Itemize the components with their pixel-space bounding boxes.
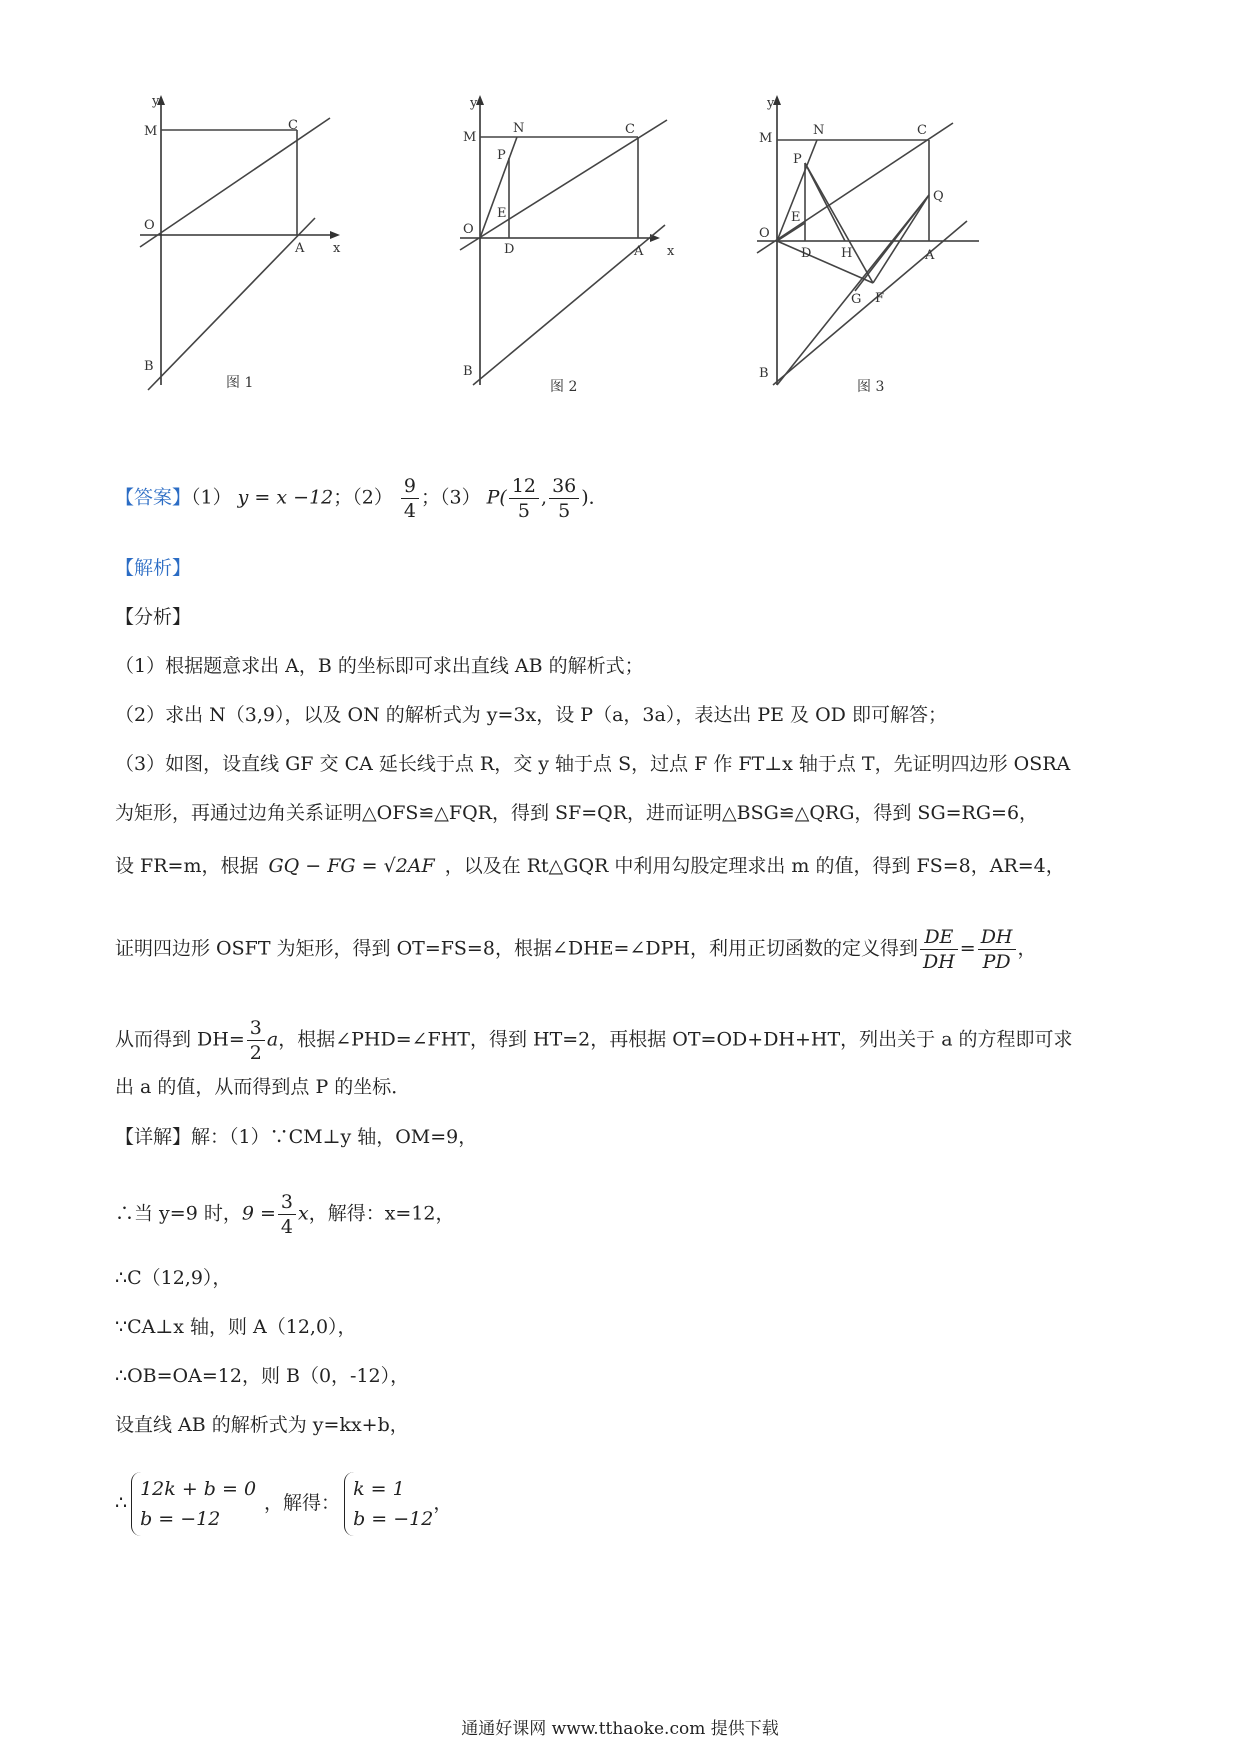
analysis-line-3: （3）如图，设直线 GF 交 CA 延长线于点 R，交 y 轴于点 S，过点 F 作 FT⊥x 轴于点 T，先证明四边形 OSRA <box>115 753 1071 775</box>
equation-system-1: 12k + b = 0 b = −12 <box>131 1472 256 1536</box>
label-m: M <box>463 130 477 145</box>
label-e: E <box>791 210 801 225</box>
label-o: O <box>463 222 474 237</box>
analysis-line-2: （2）求出 N（3,9），以及 ON 的解析式为 y=3x，设 P（a，3a），表达出 PE 及 OD 即可解答； <box>115 704 947 726</box>
detail-line-3: ∴C（12,9）， <box>115 1267 232 1289</box>
figure-3 <box>757 95 987 405</box>
detail-line-1: 【详解】解：（1）∵CM⊥y 轴，OM=9， <box>115 1126 478 1148</box>
label-x: x <box>333 241 341 256</box>
detail-line-2: ∴当 y=9 时，9 = $\frac{3}{4}$ x，解得：x=12， <box>115 1191 455 1238</box>
label-h: H <box>841 246 853 261</box>
fraction-de-dh: $\frac{DE}{DH}$ <box>920 925 958 974</box>
label-m: M <box>759 131 773 146</box>
label-d: D <box>801 246 812 261</box>
label-b: B <box>463 364 473 379</box>
analysis-line-8: 出 a 的值，从而得到点 P 的坐标． <box>115 1076 411 1098</box>
detail-line-6: 设直线 AB 的解析式为 y=kx+b， <box>115 1414 409 1436</box>
label-g: G <box>851 292 862 307</box>
label-b: B <box>759 366 769 381</box>
label-q: Q <box>933 189 944 204</box>
label-n: N <box>513 121 525 136</box>
detail-line-5: ∴OB=OA=12，则 B（0，-12）， <box>115 1365 410 1387</box>
figure-1-diagram <box>140 95 370 405</box>
figure-caption: 图 3 <box>857 379 885 395</box>
footer-watermark: 通通好课网 www.tthaoke.com 提供下载 <box>461 1719 779 1739</box>
answer-3-fraction-x: $\frac{12}{5}$ <box>509 474 539 523</box>
label-b: B <box>144 359 154 374</box>
label-y: y <box>470 96 478 111</box>
fraction-three-quarters: $\frac{3}{4}$ <box>278 1190 296 1239</box>
detail-line-4: ∵CA⊥x 轴，则 A（12,0）， <box>115 1316 357 1338</box>
equation-system-2: k = 1 b = −12 <box>344 1472 433 1536</box>
answer-line: 【答案】（1） y = x −12；（2） $\frac{9}{4}$ ；（3） P( $\frac{12}{5}$ , $\frac{36}{5}$ )． <box>115 475 608 522</box>
label-y: y <box>152 94 160 109</box>
label-p: P <box>497 148 506 163</box>
label-y: y <box>767 96 775 111</box>
label-f: F <box>875 291 885 306</box>
label-c: C <box>917 123 927 138</box>
detail-line-7: ∴ 12k + b = 0 b = −12 ，解得： k = 1 b = −12 ， <box>115 1472 452 1536</box>
figure-3-diagram <box>757 95 987 405</box>
analysis-line-1: （1）根据题意求出 A，B 的坐标即可求出直线 AB 的解析式； <box>115 655 644 677</box>
label-a: A <box>295 241 305 256</box>
label-m: M <box>144 124 158 139</box>
label-a: A <box>634 244 644 259</box>
analysis-line-6: 证明四边形 OSFT 为矩形，得到 OT=FS=8，根据∠DHE=∠DPH，利用正切函数的定义得到 $\frac{DE}{DH}$ = $\frac{DH}{PD}$ ， <box>115 926 1037 973</box>
label-n: N <box>813 123 825 138</box>
analysis-line-7: 从而得到 DH= $\frac{3}{2}$ a，根据∠PHD=∠FHT，得到 HT=2，再根据 OT=OD+DH+HT，列出关于 a 的方程即可求 <box>115 1017 1073 1064</box>
fraction-dh-pd: $\frac{DH}{PD}$ <box>978 925 1016 974</box>
label-a: A <box>925 248 935 263</box>
label-o: O <box>144 218 155 233</box>
figure-caption: 图 2 <box>550 379 578 395</box>
fraction-three-halves: $\frac{3}{2}$ <box>247 1016 265 1065</box>
answer-3-fraction-y: $\frac{36}{5}$ <box>549 474 579 523</box>
figure-2-diagram <box>455 95 695 405</box>
label-c: C <box>288 118 298 133</box>
label-c: C <box>625 122 635 137</box>
label-p: P <box>793 152 802 167</box>
analysis-line-5: 设 FR=m，根据 GQ − FG = √2AF ，以及在 Rt△GQR 中利用勾股定理求出 m 的值，得到 FS=8，AR=4， <box>115 855 1065 877</box>
fenxi-heading: 【分析】 <box>115 606 192 628</box>
label-d: D <box>504 242 515 257</box>
label-e: E <box>497 206 507 221</box>
formula-gq-fg: GQ − FG = √2AF <box>268 855 435 877</box>
answer-2-fraction: $\frac{9}{4}$ <box>401 474 419 523</box>
analysis-line-4: 为矩形，再通过边角关系证明△OFS≌△FQR，得到 SF=QR，进而证明△BSG≌△QRG，得到 SG=RG=6， <box>115 802 1039 824</box>
label-x: x <box>667 244 675 259</box>
jiexi-heading: 【解析】 <box>115 557 192 579</box>
label-o: O <box>759 226 770 241</box>
answer-tag: 【答案】 <box>115 486 192 509</box>
figure-1 <box>140 95 370 405</box>
figure-2 <box>455 95 695 405</box>
figure-caption: 图 1 <box>226 375 254 391</box>
answer-1-equation: y = x −12 <box>237 486 334 509</box>
